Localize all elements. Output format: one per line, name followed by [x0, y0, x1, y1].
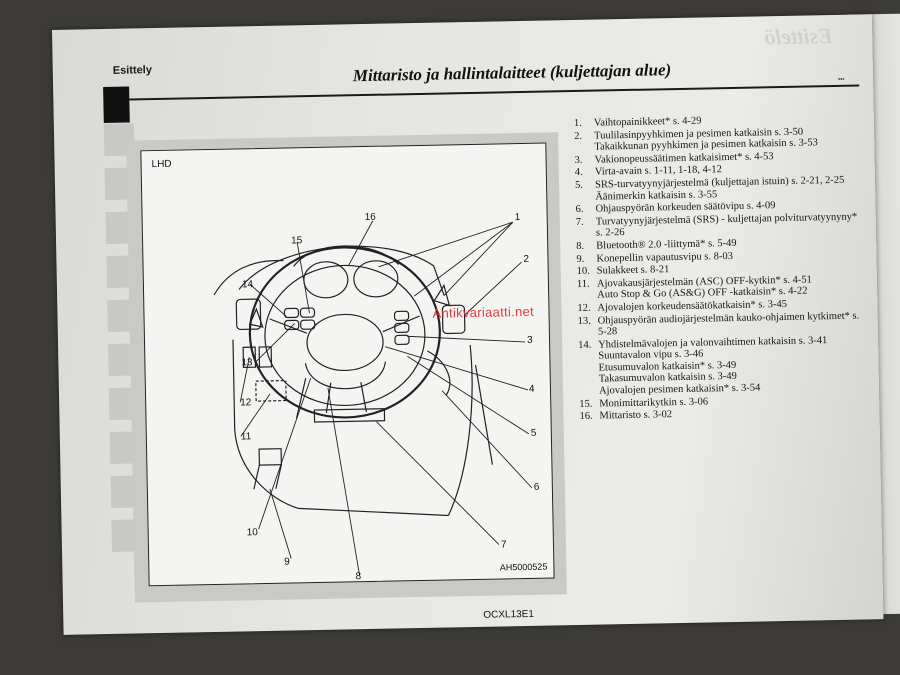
bleed-through-text: Esittelö [764, 23, 833, 50]
parts-legend [574, 112, 870, 423]
manual-page [52, 14, 883, 635]
footer-code: OCXL13E1 [483, 608, 535, 621]
callout-6: 6 [533, 481, 540, 493]
figure-tag: LHD [151, 158, 172, 171]
legend-item: 13. Ohjauspyörän audiojärjestelmän kauko-ohjaimen kytkimet* s. 5-28 [577, 310, 860, 338]
legend-item: 3. Vakionopeussäätimen katkaisimet* s. 4-53 [574, 150, 774, 166]
callout-4: 4 [528, 383, 535, 395]
manual-page-spread [52, 14, 884, 640]
section-tab [103, 87, 130, 123]
callout-9: 9 [284, 556, 290, 568]
legend-item: 1. Vaihtopainikkeet* s. 4-29 [573, 115, 702, 129]
callout-10: 10 [246, 527, 258, 539]
callout-15: 15 [290, 235, 303, 247]
callout-16: 16 [364, 211, 376, 224]
callout-2: 2 [523, 253, 530, 265]
page-title: Mittaristo ja hallintalaitteet (kuljettajan alue) [352, 60, 672, 86]
page-edge-mark: ▪▪▪ [838, 76, 845, 83]
callout-5: 5 [530, 427, 537, 439]
watermark: Antikvariaatti.net [432, 303, 535, 321]
legend-item: 15. Monimittarikytkin s. 3-06 [579, 396, 709, 410]
callout-12: 12 [240, 397, 252, 409]
figure-code: AH5000525 [499, 561, 548, 573]
callout-14: 14 [241, 279, 254, 291]
legend-item: 8. Bluetooth® 2.0 -liittymä* s. 5-49 [576, 237, 737, 252]
legend-item: 12. Ajovalojen korkeudensäätökatkaisin* s. 3-45 [577, 298, 788, 314]
header-rule [129, 85, 859, 101]
legend-item: 16. Mittaristo s. 3-02 [579, 409, 673, 423]
legend-item: 7. Turvatyynyjärjestelmä (SRS) - kuljettajan polviturvatyynyny* s. 2-26 [575, 211, 858, 239]
legend-item: 4. Virta-avain s. 1-11, 1-18, 4-12 [574, 164, 722, 179]
legend-item: 9. Konepellin vapautusvipu s. 8-03 [576, 250, 734, 265]
dashboard-illustration [140, 143, 554, 587]
legend-item: 5. SRS-turvatyynyjärjestelmä (kuljettajan istuin) s. 2-21, 2-25 Äänimerkin katkaisin s. 3-55 [574, 174, 845, 203]
legend-item: 11. Ajovakausjärjestelmän (ASC) OFF-kytkin* s. 4-51 Auto Stop & Go (AS&G) OFF -katkaisin* s. 4-22 [576, 274, 812, 301]
callout-1: 1 [514, 212, 521, 224]
legend-item: 10. Sulakkeet s. 8-21 [576, 264, 670, 278]
callout-3: 3 [526, 334, 533, 346]
callout-11: 11 [240, 431, 252, 443]
legend-item: 2. Tuulilasinpyyhkimen ja pesimen katkaisin s. 3-50 Takaikkunan pyyhkimen ja pesimen katkaisin s. 3-53 [574, 126, 818, 153]
steering-wheel-drawing [141, 144, 555, 588]
callout-13: 13 [241, 357, 253, 369]
callout-8: 8 [355, 571, 362, 583]
legend-item: 6. Ohjauspyörän korkeuden säätövipu s. 4-09 [575, 200, 776, 216]
legend-item: 14. Yhdistelmävalojen ja valonvaihtimen katkaisin s. 3-41 Suuntavalon vipu s. 3-46 Etusumuvalon katkaisin* s. 3-49 Takasumuvalon katkaisin s. 3-49 Ajovalojen pesimen katkaisin* s. 3-54 [578, 334, 828, 397]
section-label: Esittely [112, 64, 153, 77]
callout-7: 7 [500, 539, 507, 551]
